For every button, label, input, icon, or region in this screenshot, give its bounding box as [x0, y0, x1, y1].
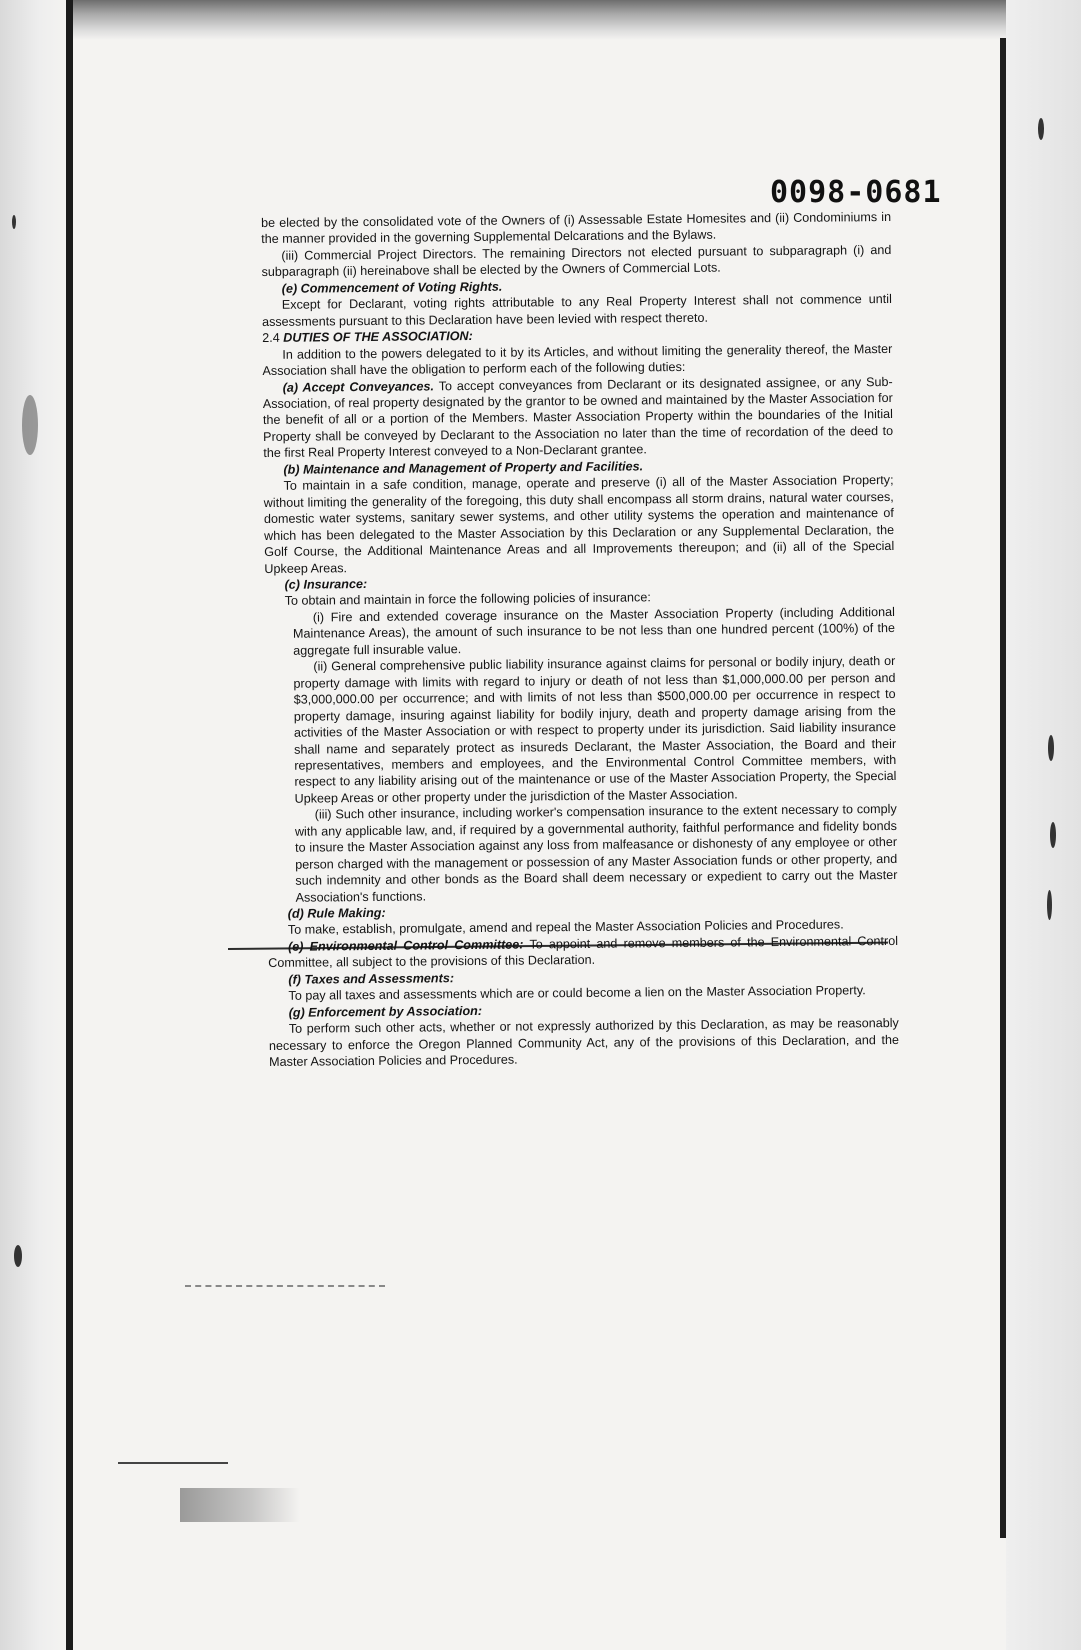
section-number: 2.4 — [262, 330, 280, 346]
scan-speck — [14, 1245, 22, 1267]
scan-right-margin — [1006, 0, 1081, 1650]
label-enforcement: (g) Enforcement by Association: — [288, 1003, 483, 1020]
document-body — [261, 209, 899, 1071]
scan-left-edge — [66, 0, 73, 1650]
label-environmental-committee: (e) Environmental Control Committee: — [287, 937, 524, 954]
paragraph-taxes: To pay all taxes and assessments which are or could become a lien on the Master Association Property. — [288, 983, 866, 1004]
scan-left-margin — [0, 0, 66, 1650]
label-insurance: (c) Insurance: — [284, 576, 368, 592]
paragraph-continuation: be elected by the consolidated vote of the Owners of (i) Assessable Estate Homesites and (ii) Condominiums in the manner provided in the governing Supplemental Delcarations and the Bylaws. — [261, 209, 892, 247]
label-rule-making: (d) Rule Making: — [287, 905, 386, 921]
paragraph-insurance-intro: To obtain and maintain in force the following policies of insurance: — [284, 590, 651, 609]
scan-speck — [12, 215, 16, 229]
label-taxes: (f) Taxes and Assessments: — [288, 971, 455, 987]
text-environmental-committee: To appoint and remove members of the Environmental Control Committee, all subject to the provisions of this Declaration. — [268, 933, 899, 971]
page-number: 0098-0681 — [770, 175, 942, 210]
paragraph-maintenance: To maintain in a safe condition, manage, operate and preserve (i) all of the Master Association Property; without limiting the generality of the foregoing, this duty shall encompass all storm drains, natural water courses, domestic water systems, sanitary sewer systems, and other utility systems the operation and maintenance of which has been delegated to the Master Association by this Declaration or any Supplemental Declaration, the Golf Course, the Additional Maintenance Areas and all Improvements thereupon; and (ii) all of the Special Upkeep Areas. — [263, 473, 895, 576]
scan-top-shadow — [0, 0, 1081, 40]
scan-speck — [1038, 118, 1044, 140]
paragraph-rule-making: To make, establish, promulgate, amend and repeal the Master Association Policies and Procedures. — [287, 917, 844, 938]
scan-speck — [1048, 735, 1054, 761]
scan-dash-mark — [185, 1285, 385, 1287]
heading-voting-rights-label: (e) Commencement of Voting Rights. — [281, 279, 503, 296]
scan-right-edge — [1000, 38, 1006, 1538]
label-maintenance: (b) Maintenance and Management of Property and Facilities. — [283, 459, 644, 477]
scan-speck — [22, 395, 38, 455]
insurance-item-fire: (i) Fire and extended coverage insurance on the Master Association Property (including Additional Maintenance Areas), the amount of such insurance to be not less than one hundred percent (100%) of the aggregate full insurable value. — [292, 604, 896, 658]
paragraph-duties-intro: In addition to the powers delegated to it by its Articles, and without limiting the generality thereof, the Master Association shall have the obligation to perform each of the following duties: — [262, 341, 893, 379]
insurance-item-liability: (ii) General comprehensive public liability insurance against claims for personal or bodily injury, death or property damage with limits with regard to injury or death of not less than $1,000,000.00 per person and $3,000,000.00 per occurrence; and with limits of not less than $500,000.00 per occurrence in respect to property damage, insuring against liability for bodily injury, death and property damage arising from the activities of the Master Association or with respect to property under its jurisdiction. Said liability insurance shall name and separately protect as insureds Declarant, the Master Association, the Board and their representatives, members and employees, and the Environmental Control Committee members, with respect to any liability arising out of the maintenance or use of the Master Association Property, the Special Upkeep Areas or other property under the jurisdiction of the Master Association. — [293, 654, 897, 806]
scan-speck — [1047, 890, 1052, 920]
insurance-item-other: (iii) Such other insurance, including worker's compensation insurance to the extent necessary to comply with any applicable law, and, if required by a governmental authority, faithful performance and fidelity bonds to insure the Master Association against any loss from malfeasance or dishonesty of any employee or other person charged with the management or possession of any Master Association funds or other property, and such indemnity and other bonds as the Board shall deem necessary or expedient to carry out the Master Association's functions. — [294, 802, 898, 905]
scan-bottom-rule — [118, 1462, 228, 1464]
label-accept-conveyances: (a) Accept Conveyances. — [282, 378, 435, 395]
paragraph-accept-conveyances — [263, 373, 894, 461]
paragraph-enforcement: To perform such other acts, whether or not expressly authorized by this Declaration, as may be reasonably necessary to enforce the Oregon Planned Community Act, any of the provisions of this Declaration, and the Master Association Policies and Procedures. — [268, 1016, 900, 1070]
section-title: DUTIES OF THE ASSOCIATION: — [283, 329, 473, 345]
paragraph-voting-rights: Except for Declarant, voting rights attributable to any Real Property Interest shall not commence until assessments pursuant to this Declaration have been levied with respect thereto. — [261, 292, 892, 329]
scan-speck — [1050, 822, 1056, 848]
scan-smudge — [180, 1488, 300, 1522]
text-accept-conveyances: To accept conveyances from Declarant or its designated assignee, or any Sub-Association, of real property designated by the grantor to be owned and maintained by the Master Association for the benefit of all or a portion of the Members. Master Association Property within the boundaries of the Initial Property shall be conveyed by Declarant to the Association no later than the time of recordation of the deed to the first Real Property Interest conveyed to a Non-Declarant grantee. — [262, 374, 894, 461]
paragraph-commercial-directors: (iii) Commercial Project Directors. The remaining Directors not elected pursuant to subparagraph (i) and subparagraph (ii) hereinabove shall be elected by the Owners of Commercial Lots. — [261, 242, 892, 280]
insurance-list — [265, 604, 898, 906]
